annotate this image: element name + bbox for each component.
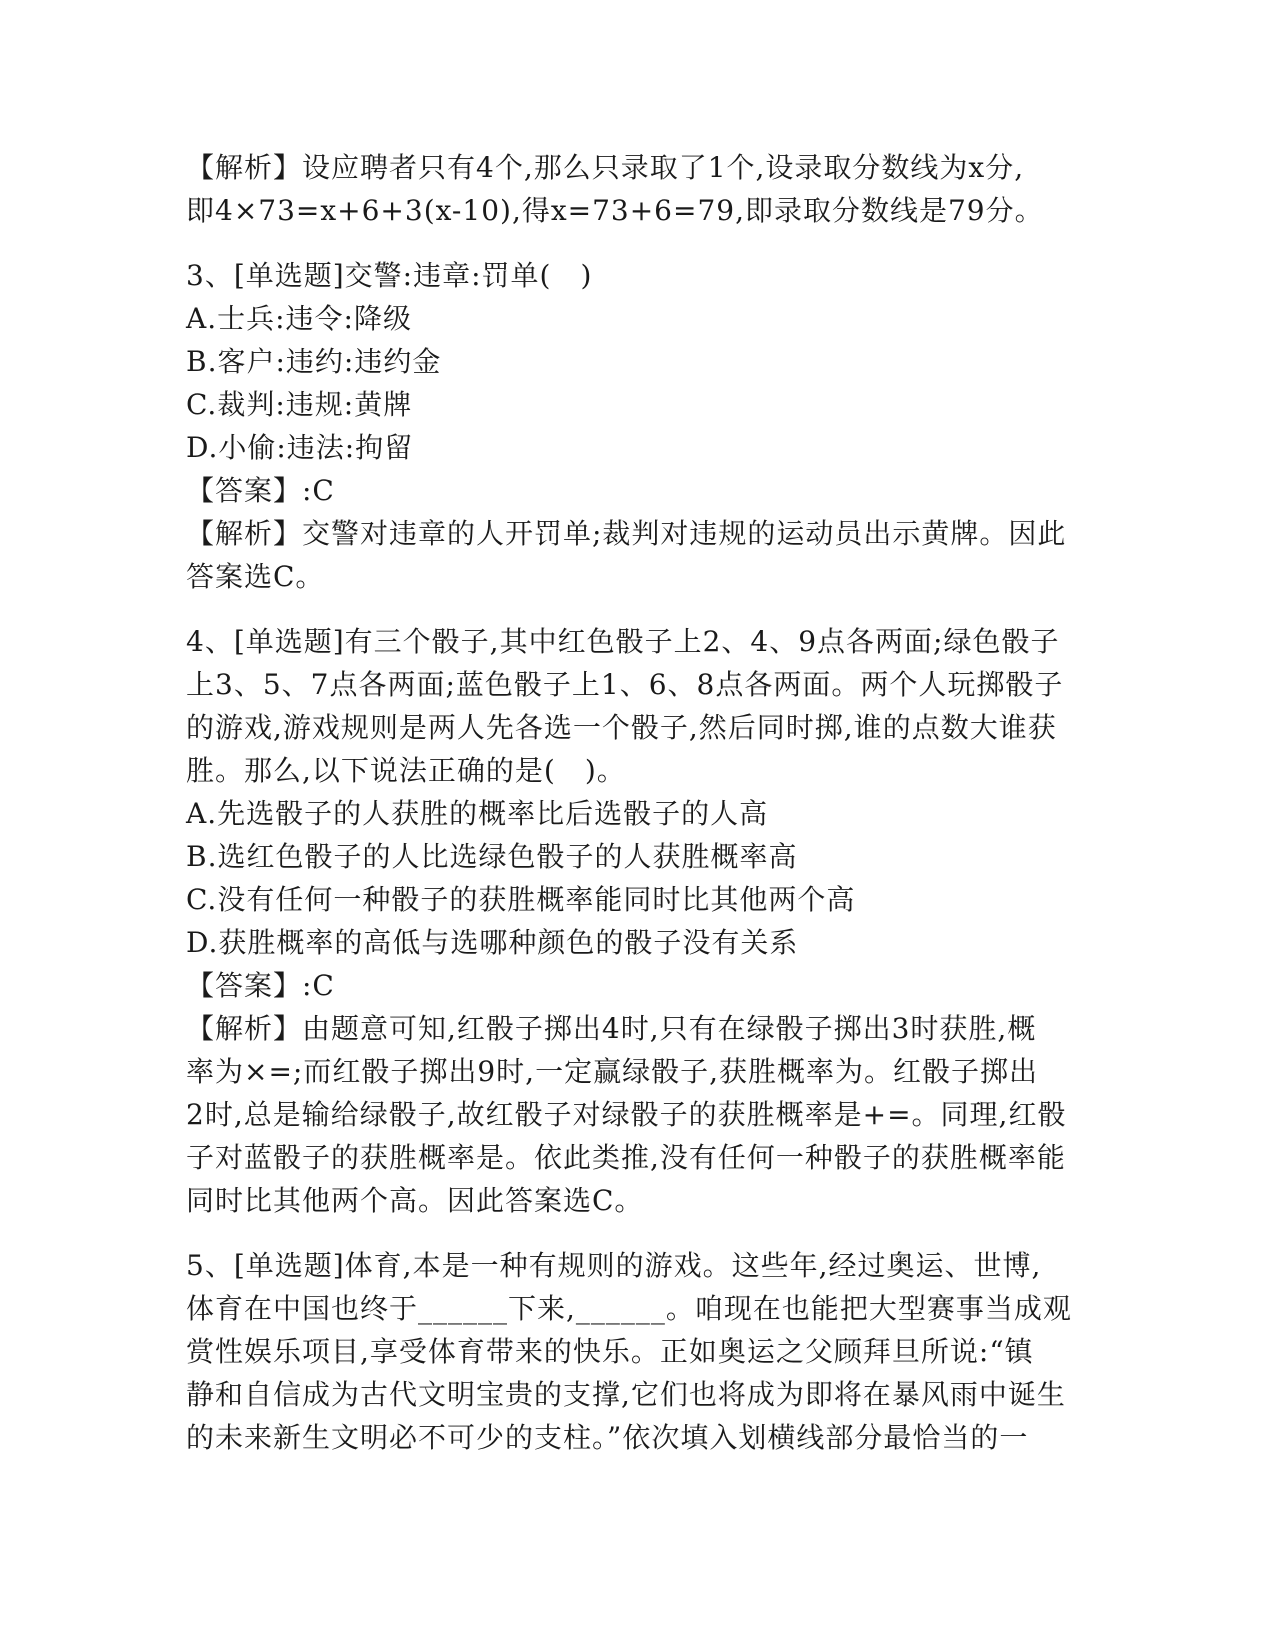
question-stem: 4、[单选题]有三个骰子,其中红色骰子上2、4、9点各两面;绿色骰子 — [186, 625, 1060, 658]
question-stem: 胜。那么,以下说法正确的是( )。 — [186, 754, 626, 787]
paragraph-gap — [186, 232, 1086, 254]
paragraph-gap — [186, 598, 1086, 620]
paragraph-gap — [186, 1222, 1086, 1244]
analysis-line: 率为×=;而红骰子掷出9时,一定赢绿骰子,获胜概率为。红骰子掷出 — [186, 1055, 1038, 1088]
question-stem: 的游戏,游戏规则是两人先各选一个骰子,然后同时掷,谁的点数大谁获 — [186, 711, 1057, 744]
option-c: C.裁判:违规:黄牌 — [186, 388, 413, 421]
option-c: C.没有任何一种骰子的获胜概率能同时比其他两个高 — [186, 883, 856, 916]
option-a: A.先选骰子的人获胜的概率比后选骰子的人高 — [186, 797, 769, 830]
question-stem: 3、[单选题]交警:违章:罚单( ) — [186, 259, 593, 292]
analysis-line: 同时比其他两个高。因此答案选C。 — [186, 1184, 644, 1217]
question-stem: 静和自信成为古代文明宝贵的支撑,它们也将成为即将在暴风雨中诞生 — [186, 1378, 1066, 1411]
question-stem: 5、[单选题]体育,本是一种有规则的游戏。这些年,经过奥运、世博, — [186, 1249, 1042, 1282]
option-b: B.选红色骰子的人比选绿色骰子的人获胜概率高 — [186, 840, 798, 873]
option-b: B.客户:违约:违约金 — [186, 345, 442, 378]
question-stem: 赏性娱乐项目,享受体育带来的快乐。正如奥运之父顾拜旦所说:“镇 — [186, 1335, 1034, 1368]
analysis-block-q2 — [186, 146, 1086, 232]
question-4 — [186, 620, 1086, 1222]
answer-line: 【答案】:C — [186, 474, 335, 507]
answer-line: 【答案】:C — [186, 969, 335, 1002]
text-line: 【解析】设应聘者只有4个,那么只录取了1个,设录取分数线为x分, — [186, 151, 1025, 184]
text-line: 即4×73=x+6+3(x-10),得x=73+6=79,即录取分数线是79分。 — [186, 194, 1044, 227]
question-stem: 上3、5、7点各两面;蓝色骰子上1、6、8点各两面。两个人玩掷骰子 — [186, 668, 1064, 701]
question-stem: 的未来新生文明必不可少的支柱。”依次填入划横线部分最恰当的一 — [186, 1421, 1029, 1454]
analysis-line: 答案选C。 — [186, 560, 325, 593]
analysis-line: 子对蓝骰子的获胜概率是。依此类推,没有任何一种骰子的获胜概率能 — [186, 1141, 1066, 1174]
option-d: D.小偷:违法:拘留 — [186, 431, 414, 464]
analysis-line: 【解析】交警对违章的人开罚单;裁判对违规的运动员出示黄牌。因此 — [186, 517, 1067, 550]
analysis-line: 【解析】由题意可知,红骰子掷出4时,只有在绿骰子掷出3时获胜,概 — [186, 1012, 1037, 1045]
question-3 — [186, 254, 1086, 598]
document-page — [186, 146, 1086, 1459]
question-stem: 体育在中国也终于______下来,______。咱现在也能把大型赛事当成观 — [186, 1292, 1072, 1325]
question-5 — [186, 1244, 1086, 1459]
option-d: D.获胜概率的高低与选哪种颜色的骰子没有关系 — [186, 926, 799, 959]
analysis-line: 2时,总是输给绿骰子,故红骰子对绿骰子的获胜概率是+=。同理,红骰 — [186, 1098, 1067, 1131]
option-a: A.士兵:违令:降级 — [186, 302, 412, 335]
